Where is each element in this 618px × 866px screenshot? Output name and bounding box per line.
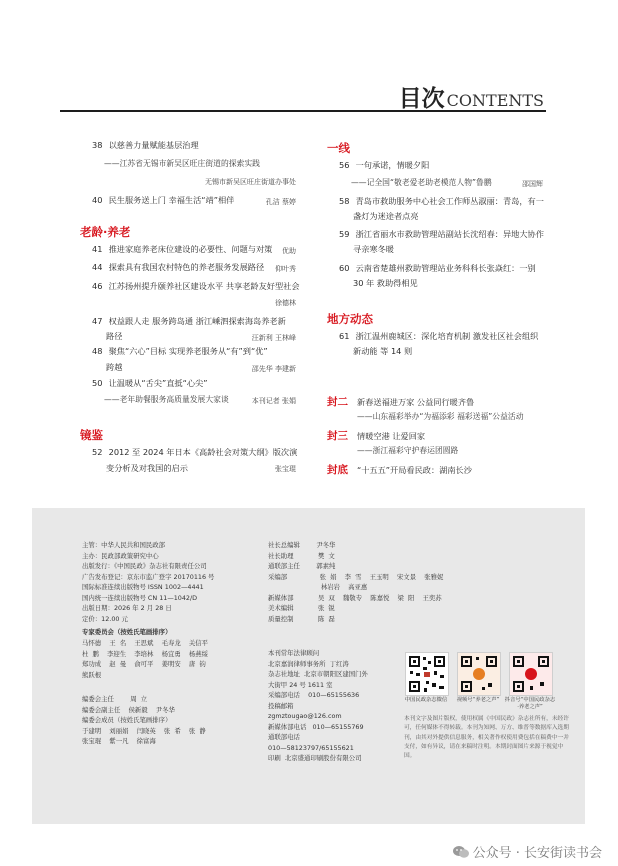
contents-header bbox=[399, 80, 544, 113]
item-byline: 优助 bbox=[282, 247, 296, 255]
item-byline: 汪新利 王林峰 bbox=[251, 334, 296, 342]
list-item: 50 让温暖从“舌尖”直抵“心尖” bbox=[92, 378, 208, 388]
item-byline: 本刊记者 张娟 bbox=[251, 397, 296, 405]
cover-tag: 封三 bbox=[327, 430, 348, 442]
qr-caption: 视频号“养老之声” bbox=[456, 697, 500, 703]
header-title: 目次 bbox=[398, 85, 445, 112]
contact-info: 本刊常年法律顾问 北京嘉润律师事务所 丁红涛 杂志社地址 北京市朝阳区建国门外 大街甲 24 号 1611 室 采编部电话 010—65155636 投稿邮箱 zgmztougao@126.com 新媒体部电话 010—65155769 通联部电话 010—58123797/65155621 印刷 北京盛通印刷股份有限公司 bbox=[268, 649, 368, 762]
qr-code-icon bbox=[458, 653, 500, 695]
list-item: 47 权益跟人走 服务跨岛通 浙江嵊泗探索海岛养老新 bbox=[92, 316, 286, 326]
experts-heading: 专家委员会（按姓氏笔画排序） bbox=[82, 628, 172, 636]
copyright-notice: 本刊文字及图片版权，使用权属《中国民政》杂志社所有，未经许可，任何媒体不得转载。本刊为知网、万方、维普等数据库入选期刊，由其对外提供信息服务，相关著作权使用费包括在稿费中一并支付，如有异议，请在来稿时注明。本期封面图片来源于视觉中国。 bbox=[404, 716, 569, 760]
list-item: 61 浙江温州鹿城区：深化培育机制 激发社区社会组织 bbox=[339, 331, 539, 341]
list-item: 40 民生服务送上门 幸福生活“靖”相伴 bbox=[92, 195, 235, 205]
item-subtitle: ——老年助餐服务高质量发展大家谈 bbox=[104, 395, 229, 404]
qr-caption: 抖音号“中国民政杂志·养老之声” bbox=[504, 697, 556, 710]
experts-list: 马怀德 王 名 王思斌 毛寿龙 关信平 杜 鹏 李迎生 李培林 杨宜勇 杨燕绥 郑功成 赵 曼 俞可平 姜明安 唐 钧 熊跃根 bbox=[82, 639, 209, 679]
list-item: 59 浙江省丽水市救助管理站副站长沈绍春：异地大协作 bbox=[339, 229, 544, 239]
item-byline: 孔洁 蔡婷 bbox=[265, 198, 296, 206]
item-byline: 徐德林 bbox=[275, 299, 296, 307]
qr-code-icon bbox=[406, 653, 448, 695]
cover-title: “十五五”开局看民政：湖南长沙 bbox=[357, 465, 472, 475]
qr-code-icon bbox=[510, 653, 552, 695]
list-item: 58 青岛市救助服务中心社会工作师丛淑丽：青岛，有一 bbox=[339, 196, 544, 206]
list-item: 46 江苏扬州提升颐养社区建设水平 共享老龄友好型社会 bbox=[92, 281, 300, 291]
list-item: 52 2012 至 2024 年日本《高龄社会对策大纲》版次演 bbox=[92, 447, 298, 457]
item-title-cont: 盏灯为迷途者点亮 bbox=[353, 211, 419, 221]
cover-tag: 封底 bbox=[327, 464, 348, 476]
wechat-qr-code[interactable] bbox=[405, 652, 449, 696]
item-title-cont: 变分析及对我国的启示 bbox=[106, 463, 188, 473]
item-title-cont: 寻亲寒冬暖 bbox=[353, 244, 394, 254]
section-heading-yixian: 一线 bbox=[327, 141, 350, 155]
section-heading-difang: 地方动态 bbox=[327, 312, 373, 326]
list-item: 38 以慈善力量赋能基层治理 bbox=[92, 140, 199, 150]
item-title-cont: 跨越 bbox=[106, 362, 123, 372]
item-subtitle: ——江苏省无锡市新吴区旺庄街道的探索实践 bbox=[104, 159, 260, 168]
douyin-qr-code[interactable] bbox=[509, 652, 553, 696]
list-item: 56 一句承诺，情暖夕阳 bbox=[339, 160, 430, 170]
wechat-icon bbox=[453, 845, 469, 863]
editorial-board: 编委会主任 周 立 编委会副主任 侯新毅 尹冬华 编委会成员（按姓氏笔画排序） 于建明 刘丽娟 闫晓英 张 希 张 静 张宝琨 紫一凡 徐富海 bbox=[82, 695, 206, 745]
item-byline: 无锡市新吴区旺庄街道办事处 bbox=[205, 178, 296, 186]
item-byline: 邵国辉 bbox=[522, 180, 543, 188]
cover-title: 新春送福进万家 公益同行暖齐鲁 bbox=[357, 397, 475, 407]
cover-title: 情暖空港 让爱回家 bbox=[357, 431, 426, 441]
item-byline: 邵先华 李建新 bbox=[251, 365, 296, 373]
section-heading-laoling: 老龄·养老 bbox=[80, 225, 131, 239]
item-title-cont: 30 年 救助得相见 bbox=[353, 278, 418, 288]
list-item: 60 云南省楚雄州救助管理站业务科科长张焱红：一别 bbox=[339, 263, 536, 273]
publisher-info: 主管：中华人民共和国民政部 主办：民政部政策研究中心 出版发行：《中国民政》杂志社有限责任公司 广告发布登记：京东市监广登字 20170116 号 国际标准连续出版物号 ISSN 1002—4441 国内统一连续出版物号 CN 11—1042/D 出版日期：2026 年 2 月 28 日 定价：12.00 元 bbox=[82, 541, 215, 623]
item-subtitle: ——记全国“敬老爱老助老模范人物”鲁鹏 bbox=[351, 178, 492, 187]
list-item: 48 聚焦“六心”目标 实现养老服务从“有”到“优” bbox=[92, 346, 268, 356]
qr-caption: 中国民政杂志微信 bbox=[404, 697, 448, 703]
section-heading-jingjian: 镜鉴 bbox=[80, 428, 103, 442]
wechat-watermark: 公众号 · 长安街读书会 bbox=[453, 842, 602, 863]
item-byline: 仰叶秀 bbox=[275, 265, 296, 273]
item-title-cont: 路径 bbox=[106, 331, 123, 341]
video-channel-qr-code[interactable] bbox=[457, 652, 501, 696]
header-subtitle: CONTENTS bbox=[446, 91, 544, 110]
list-item: 41 推进家庭养老床位建设的必要性、问题与对策 bbox=[92, 244, 273, 254]
list-item: 44 探索具有我国农村特色的养老服务发展路径 bbox=[92, 262, 265, 272]
cover-tag: 封二 bbox=[327, 396, 348, 408]
staff-list: 社长总编辑 尹冬华 社长助理 樊 文 通联部主任 郭素纯 采编部 张 娟 李 雪 王玉明 宋文景 张雅妮 林岩岩 高亚惠 新媒体部 吴 双 魏敬专 陈嘉悦 梁 阳 王奕苏 美术编辑 张 锐 质量控制 陈 磊 bbox=[268, 541, 444, 623]
cover-subtitle: ——山东福彩举办“为福添彩 福彩送福”公益活动 bbox=[357, 412, 524, 421]
cover-subtitle: ——浙江福彩守护春运团圆路 bbox=[357, 446, 459, 455]
item-byline: 张宝琨 bbox=[275, 465, 296, 473]
item-title-cont: 新动能 等 14 则 bbox=[353, 346, 413, 356]
